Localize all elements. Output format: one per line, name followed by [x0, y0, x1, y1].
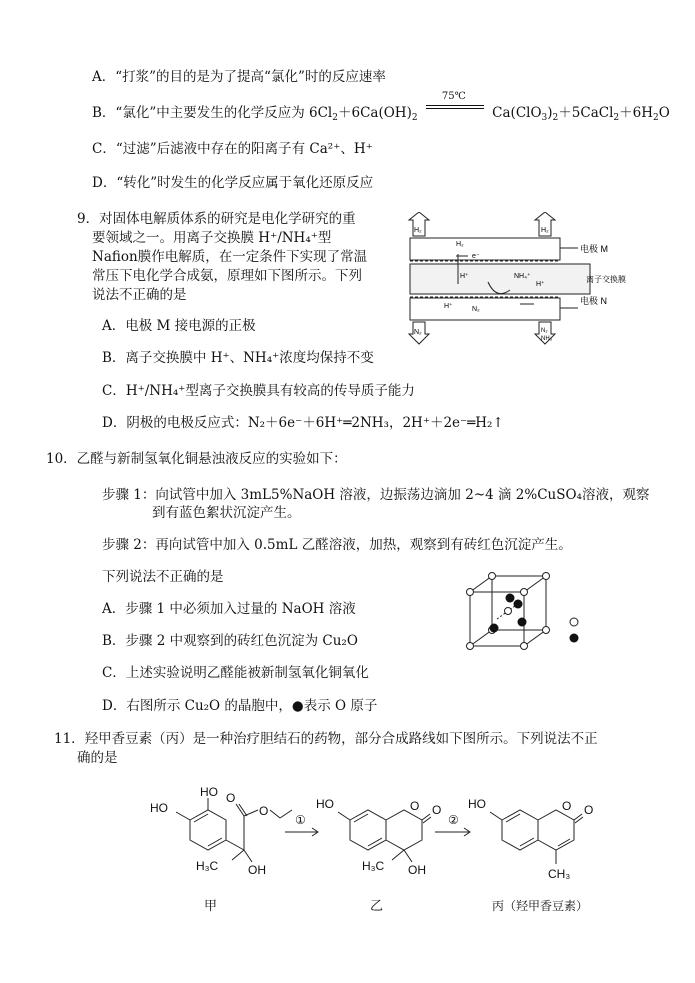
oh-label-1: OH — [248, 863, 266, 877]
q9-stem-line-2: 要领域之一。用离子交换膜 H⁺/NH₄⁺型 — [92, 230, 332, 246]
q11-stem-line-2: 确的是 — [77, 750, 118, 766]
h-plus-label-3: H⁺ — [444, 303, 453, 310]
ion-exchange-membrane — [410, 264, 590, 294]
ho-label-2: HO — [200, 785, 218, 799]
o-ester-label: O — [259, 804, 269, 818]
h2-out-label: H₂ — [541, 227, 549, 234]
o-carbonyl-label: O — [226, 791, 236, 805]
q9-option-b: B．离子交换膜中 H⁺、NH₄⁺浓度均保持不变 — [102, 350, 374, 366]
n2-in-label: N₂ — [414, 329, 422, 336]
membrane-label: 离子交换膜 — [586, 275, 626, 284]
h3c-label-1: H₃C — [196, 859, 219, 873]
q9-option-c: C．H⁺/NH₄⁺型离子交换膜具有较高的传导质子能力 — [102, 383, 415, 399]
q10-option-d: D．右图所示 Cu₂O 的晶胞中，●表示 O 原子 — [102, 698, 378, 714]
q9-option-a: A．电极 M 接电源的正极 — [102, 318, 256, 334]
q8-option-b: B．“氯化”中主要发生的化学反应为 $6Cl_2+6Ca(OH)_2$ 75℃ $Ca(ClO_3)_2+5CaCl_2+6H_2O$ — [92, 91, 670, 123]
o-ring-label-2: O — [410, 799, 420, 813]
q9-stem-line-3: Nafion膜作电解质，在一定条件下实现了常温 — [92, 249, 368, 265]
synthesis-route-diagram — [140, 780, 610, 920]
n2-inner-label: N₂ — [472, 306, 480, 313]
o-carbonyl-label-3: O — [584, 803, 594, 817]
step2-marker: ② — [448, 813, 459, 827]
compound-bing-label: 丙（羟甲香豆素） — [492, 899, 589, 913]
n2-out-label: N₂ — [541, 328, 548, 334]
q10-option-c: C．上述实验说明乙醛能被新制氢氧化铜氧化 — [102, 665, 369, 681]
o-carbonyl-label-2: O — [432, 803, 442, 817]
nh3-out-label: NH₃ — [541, 336, 553, 342]
q10-question: 下列说法不正确的是 — [102, 569, 224, 585]
h-plus-label-1: H⁺ — [460, 273, 469, 280]
reaction-condition-arrow: 75℃ — [426, 104, 484, 122]
o-ring-label-3: O — [562, 799, 572, 813]
q10-option-a: A．步骤 1 中必须加入过量的 NaOH 溶液 — [102, 601, 356, 617]
nh3-synthesis-cell-diagram — [400, 212, 630, 347]
compound-jia-label: 甲 — [204, 898, 218, 913]
h-plus-label-2: H⁺ — [536, 281, 545, 288]
q10-stem: 10．乙醛与新制氢氧化铜悬浊液反应的实验如下： — [46, 451, 347, 467]
electron-label: e⁻ — [472, 253, 480, 260]
cu2o-unit-cell-diagram — [462, 570, 587, 652]
q11-stem-line-1: 11．羟甲香豆素（丙）是一种治疗胆结石的药物，部分合成路线如下图所示。下列说法不正 — [54, 731, 598, 747]
electrode-n-label: 电极 N — [580, 296, 608, 306]
h2-inner-label: H₂ — [456, 241, 464, 248]
q8-option-a: A．“打浆”的目的是为了提高“氯化”时的反应速率 — [92, 69, 386, 85]
oh-label-2: OH — [408, 863, 426, 877]
q9-stem-line-4: 常压下电化学合成氨，原理如下图所示。下列 — [92, 268, 362, 284]
compound-yi-label: 乙 — [370, 898, 384, 913]
q9-stem-line-1: 9．对固体电解质体系的研究是电化学研究的重 — [77, 211, 356, 227]
ho-label-3: HO — [316, 797, 334, 811]
q8-option-c: C．“过滤”后滤液中存在的阳离子有 Ca²⁺、H⁺ — [92, 141, 373, 157]
ho-label-1: HO — [150, 801, 168, 815]
q8-option-d: D．“转化”时发生的化学反应属于氧化还原反应 — [92, 175, 374, 191]
h3c-label-2: H₃C — [362, 859, 385, 873]
q10-step1-line1: 步骤 1：向试管中加入 3mL5%NaOH 溶液，边振荡边滴加 2~4 滴 2%CuSO₄溶液，观察 — [102, 487, 650, 503]
nh4-plus-label: NH₄⁺ — [514, 273, 531, 280]
h2-in-label: H₂ — [414, 227, 422, 234]
q9-stem-line-5: 说法不正确的是 — [92, 287, 187, 303]
q9-option-d: D．阴极的电极反应式：N₂＋6e⁻＋6H⁺═2NH₃，2H⁺＋2e⁻═H₂↑ — [102, 415, 504, 431]
q10-step1-line2: 到有蓝色絮状沉淀产生。 — [152, 505, 301, 521]
ch3-label: CH₃ — [548, 867, 571, 881]
q10-step2: 步骤 2：再向试管中加入 0.5mL 乙醛溶液，加热，观察到有砖红色沉淀产生。 — [102, 537, 572, 553]
q10-option-b: B．步骤 2 中观察到的砖红色沉淀为 Cu₂O — [102, 633, 358, 649]
step1-marker: ① — [295, 813, 306, 827]
electrode-m-label: 电极 M — [580, 244, 608, 254]
ho-label-4: HO — [468, 797, 486, 811]
